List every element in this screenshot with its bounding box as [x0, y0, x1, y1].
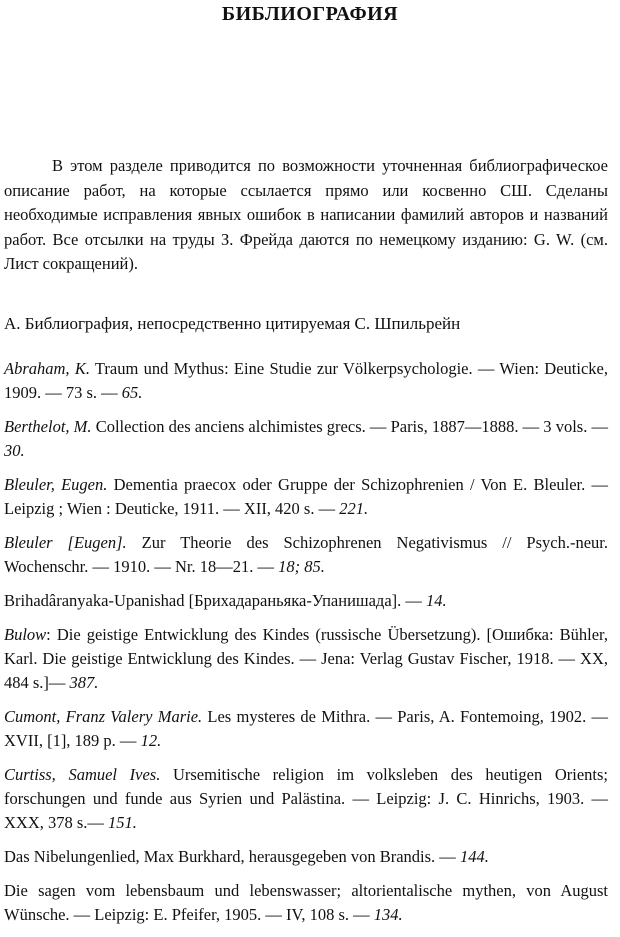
- entry-author: Curtiss, Samuel Ives.: [4, 765, 161, 784]
- entry-pages: 30.: [4, 441, 25, 460]
- entry-pages: 221.: [339, 499, 369, 518]
- bibliography-entry: [4, 845, 608, 869]
- entry-author: Abraham, K.: [4, 359, 90, 378]
- entry-author: Bleuler, Eugen.: [4, 475, 108, 494]
- entry-pages: 387.: [69, 673, 99, 692]
- bibliography-entry: [4, 589, 608, 613]
- entry-text: Ursemitische religion im volksleben des heutigen Orients; forschungen und funde aus Syrien und Palästina. — Leipzig: J. C. Hinrichs, 1903. — XXX, 378 s.—: [4, 765, 608, 832]
- entry-pages: 18; 85.: [278, 557, 325, 576]
- entry-pages: 65.: [121, 383, 143, 402]
- bibliography-entry: [4, 357, 608, 405]
- entry-text: Traum und Mythus: Eine Studie zur Völkerpsychologie. — Wien: Deuticke, 1909. — 73 s. —: [4, 359, 608, 402]
- entry-pages: 134.: [373, 905, 403, 924]
- entry-author: Cumont, Franz Valery Marie.: [4, 707, 203, 726]
- page-title: БИБЛИОГРАФИЯ: [221, 3, 399, 25]
- entry-author: Berthelot, M.: [4, 417, 92, 436]
- section-heading: А. Библиография, непосредственно цитируемая С. Шпильрейн: [4, 314, 461, 333]
- entry-text: Brihadâranyaka-Upanishad [Брихадараньяка-Упанишада]. —: [4, 591, 427, 610]
- entry-text: : Die geistige Entwicklung des Kindes (russische Übersetzung). [Ошибка: Bühler, Karl. Die geistige Entwicklung des Kindes. — Jena: Verlag Gustav Fischer, 1918. — XX, 484 s.]—: [4, 625, 608, 692]
- entry-author: Bleuler [Eugen].: [4, 533, 127, 552]
- intro-paragraph: В этом разделе приводится по возможности уточненная библиографическое описание работ, на которые ссылается прямо или косвенно СШ. Сделаны необходимые исправления явных ошибок в написании фамилий авторов и названий работ. Все отсылки на труды З. Фрейда даются по немецкому изданию: G. W. (см. Лист сокращений).: [4, 156, 608, 273]
- entry-text: Das Nibelungenlied, Max Burkhard, herausgegeben von Brandis. —: [4, 847, 460, 866]
- bibliography-entry: [4, 473, 608, 521]
- bibliography-entry: [4, 763, 608, 835]
- entry-pages: 14.: [426, 591, 447, 610]
- entry-pages: 151.: [108, 813, 137, 832]
- entry-text: Collection des anciens alchimistes grecs. — Paris, 1887—1888. — 3 vols. —: [91, 417, 608, 436]
- bibliography-list: [4, 357, 608, 937]
- entry-text: Zur Theorie des Schizophrenen Negativismus // Psych.-neur. Wochenschr. — 1910. — Nr. 18—21. —: [4, 533, 609, 576]
- entry-pages: 144.: [459, 847, 489, 866]
- bibliography-entry: [4, 415, 608, 463]
- bibliography-entry: [4, 531, 608, 579]
- entry-text: Die sagen vom lebensbaum und lebenswasser; altorientalische mythen, von August Wünsche. — Leipzig: E. Pfeifer, 1905. — IV, 108 s. —: [4, 881, 608, 924]
- bibliography-entry: [4, 623, 608, 695]
- entry-pages: 12.: [140, 731, 162, 750]
- entry-text: Dementia praecox oder Gruppe der Schizophrenien / Von E. Bleuler. — Leipzig ; Wien : Deuticke, 1911. — XII, 420 s. —: [4, 475, 608, 518]
- bibliography-entry: [4, 879, 608, 927]
- entry-author: Bulow: [4, 625, 47, 644]
- entry-text: Les mysteres de Mithra. — Paris, A. Fontemoing, 1902. — XVII, [1], 189 p. —: [4, 707, 608, 750]
- bibliography-entry: [4, 705, 608, 753]
